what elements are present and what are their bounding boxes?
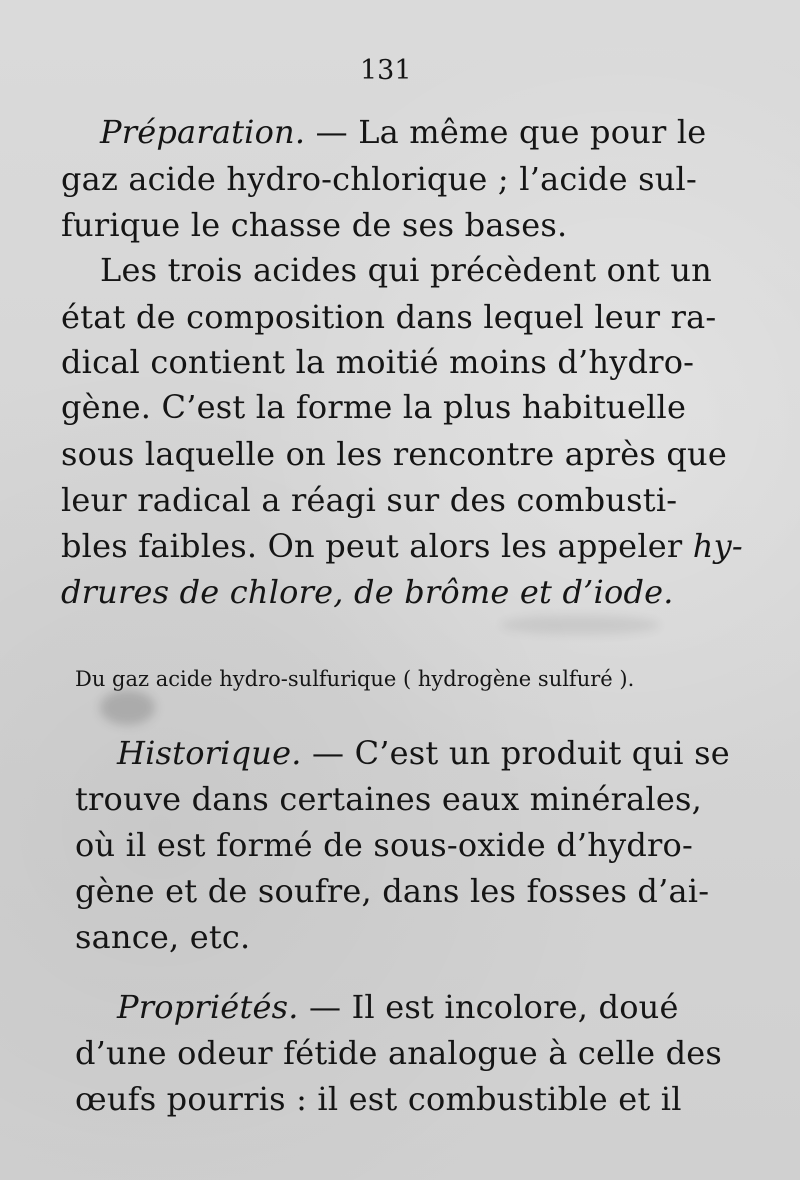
text-line — [117, 987, 679, 1027]
text-line — [75, 825, 693, 865]
text-line — [117, 733, 730, 773]
page-number: 131 — [360, 55, 412, 86]
text-line — [75, 1079, 682, 1119]
text-line — [61, 572, 674, 612]
line-text: gène. C’est la forme la plus habituelle — [61, 388, 687, 426]
text-line — [61, 526, 743, 566]
line-text: d’une odeur fétide analogue à celle des — [75, 1034, 723, 1072]
text-line — [75, 917, 250, 957]
section-label: Historique. — [117, 734, 302, 772]
line-text: Les trois acides qui précèdent ont un — [100, 251, 712, 289]
text-line — [75, 779, 702, 819]
section-label: Propriétés. — [117, 988, 299, 1026]
line-text: bles faibles. On peut alors les appeler — [61, 527, 693, 565]
line-text: gène et de soufre, dans les fosses d’ai- — [75, 872, 710, 910]
line-text: furique le chasse de ses bases. — [61, 206, 568, 244]
line-text: sance, etc. — [75, 918, 251, 956]
text-line — [61, 205, 567, 245]
ink-smudge — [100, 690, 155, 725]
line-text: gaz acide hydro-chlorique ; l’acide sul- — [61, 160, 697, 198]
line-text: — C’est un produit qui se — [301, 734, 730, 772]
italic-term: hy- — [692, 527, 743, 565]
text-line — [100, 250, 712, 290]
text-line — [61, 480, 677, 520]
text-line — [61, 159, 697, 199]
line-text: leur radical a réagi sur des combusti- — [61, 481, 678, 519]
text-line — [61, 387, 686, 427]
line-text: où il est formé de sous-oxide d’hydro- — [75, 826, 694, 864]
line-text: dical contient la moitié moins d’hydro- — [61, 343, 695, 381]
text-line — [61, 297, 716, 337]
line-text: œufs pourris : il est combustible et il — [75, 1080, 682, 1118]
text-line — [61, 434, 727, 474]
line-text: — Il est incolore, doué — [298, 988, 679, 1026]
text-line — [75, 871, 709, 911]
line-text: trouve dans certaines eaux minérales, — [75, 780, 702, 818]
text-line — [61, 342, 694, 382]
line-text: — La même que pour le — [305, 113, 707, 151]
ink-smudge — [500, 615, 660, 635]
section-heading: Du gaz acide hydro-sulfurique ( hydrogène sulfuré ). — [75, 667, 635, 691]
text-line — [75, 1033, 722, 1073]
text-line — [100, 112, 706, 152]
italic-text: drures de chlore, de brôme et d’iode. — [61, 573, 674, 611]
section-label: Préparation. — [100, 113, 306, 151]
line-text: sous laquelle on les rencontre après que — [61, 435, 727, 473]
line-text: état de composition dans lequel leur ra- — [61, 298, 717, 336]
